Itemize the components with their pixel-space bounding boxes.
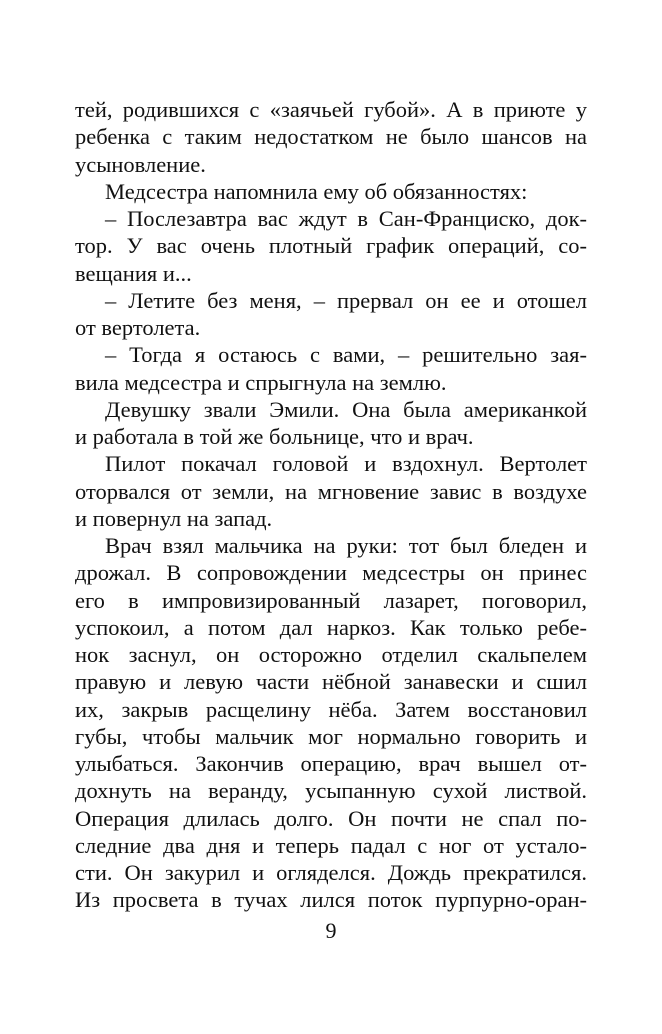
page-number: 9 (325, 918, 337, 943)
text-line: тор. У вас очень плотный график операций, со- (75, 233, 587, 259)
text-line: Врач взял мальчика на руки: тот был бледен и (105, 533, 587, 558)
text-line: и работала в той же больнице, что и врач. (75, 424, 474, 449)
text-line: дохнуть на веранду, усыпанную сухой листвой. (75, 778, 587, 804)
text-line: Из просвета в тучах лился поток пурпурно-оран- (75, 887, 587, 913)
text-line: правую и левую части нёбной занавески и сшил (75, 669, 587, 695)
text-line: следние два дня и теперь падал с ног от устало- (75, 832, 587, 858)
text-line: их, закрыв расщелину нёба. Затем восстановил (75, 696, 587, 722)
text-line: Пилот покачал головой и вздохнул. Вертолет (105, 451, 587, 477)
text-line: вила медсестра и спрыгнула на землю. (75, 369, 447, 395)
text-line: – Тогда я остаюсь с вами, – решительно зая- (105, 342, 587, 368)
body-text (75, 96, 587, 914)
text-line: губы, чтобы мальчик мог нормально говорить и (75, 723, 587, 749)
text-line: оторвался от земли, на мгновение завис в воздухе (75, 478, 587, 504)
text-line: Девушку звали Эмили. Она была американкой (105, 396, 587, 422)
text-line: ребенка с таким недостатком не было шансов на (75, 124, 587, 150)
text-line: его в импровизированный лазарет, поговорил, (75, 587, 587, 613)
text-line: дрожал. В сопровождении медсестры он принес (75, 560, 587, 586)
text-line: Операция длилась долго. Он почти не спал по- (75, 805, 587, 831)
text-line: и повернул на запад. (75, 505, 273, 531)
text-line: – Летите без меня, – прервал он ее и отошел (105, 287, 587, 313)
text-line: тей, родившихся с «заячьей губой». А в приюте у (75, 97, 587, 122)
text-line: от вертолета. (75, 315, 201, 340)
text-line: – Послезавтра вас ждут в Сан-Франциско, док- (105, 206, 587, 231)
text-line: сти. Он закурил и огляделся. Дождь прекратился. (75, 860, 587, 885)
text-line: успокоил, а потом дал наркоз. Как только ребе- (75, 614, 587, 640)
text-line: улыбаться. Закончив операцию, врач вышел от- (75, 751, 587, 776)
text-line: усыновление. (75, 151, 206, 177)
text-line: нок заснул, он осторожно отделил скальпелем (75, 642, 587, 667)
text-line: вещания и... (75, 260, 192, 286)
text-line: Медсестра напомнила ему об обязанностях: (105, 178, 528, 204)
